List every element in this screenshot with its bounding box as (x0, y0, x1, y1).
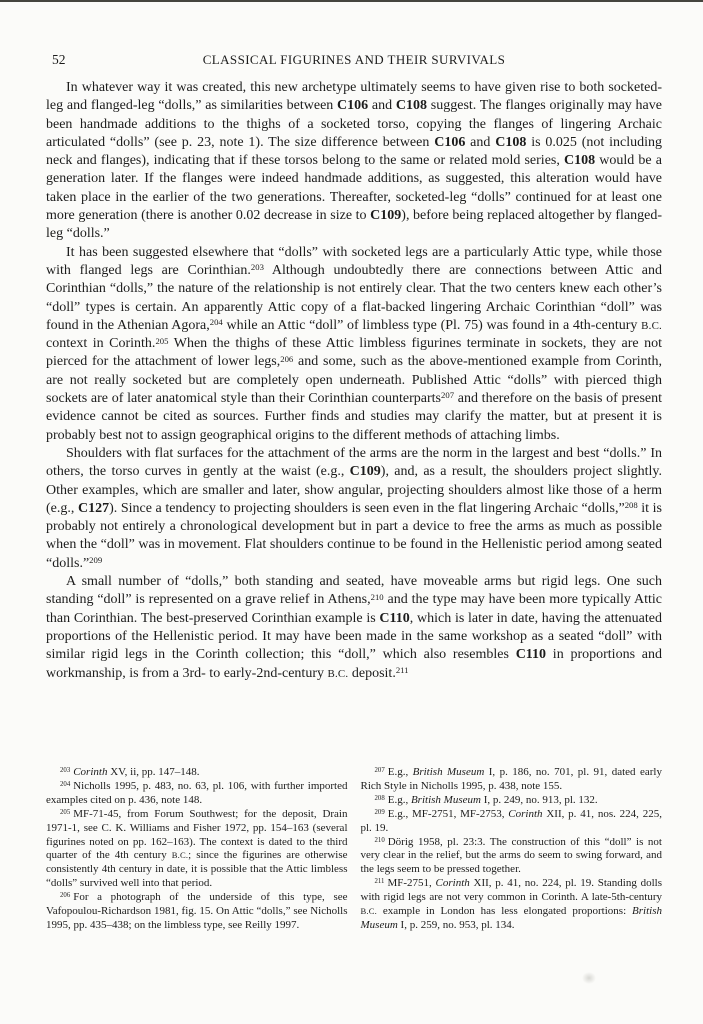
paragraph: Shoulders with flat surfaces for the attachment of the arms are the norm in the largest and best “dolls.” In others, the torso curves in gently at the waist (e.g., C109), and, as a result, the shoulders project slightly. Other examples, which are smaller and later, show angular, projecting shoulders almost like those of a herm (e.g., C127). Since a tendency to projecting shoulders is seen even in the flat lingering Archaic “dolls,”$^{208}$ it is probably not entirely a chronological development but in part a device to free the arms as much as possible when the “doll” was in movement. Flat shoulders continue to be found in the Hellenistic period among seated “dolls.”$^{209}$ (46, 445, 662, 571)
footnote: $^{204}$ Nicholls 1995, p. 483, no. 63, pl. 106, with further imported examples cited on p. 436, note 148. (46, 779, 348, 806)
page-number: 52 (52, 52, 66, 67)
footnote: $^{208}$ E.g., British Museum I, p. 249, no. 913, pl. 132. (374, 793, 598, 806)
paragraph: A small number of “dolls,” both standing and seated, have moveable arms but rigid legs. One such standing “doll” is represented on a grave relief in Athens,$^{210}$ and the type may have been more typically Attic than Corinthian. The best-preserved Corinthian example is C110, which is later in date, having the attenuated proportions of the Hellenistic period. It may have been made in the same workshop as a seated “doll” with similar rigid legs in the Corinth collection; this “doll,” which also resembles C110 in proportions and workmanship, is from a 3rd- to early-2nd-century B.C. deposit.$^{211}$ (46, 574, 663, 681)
scan-top-edge (0, 0, 703, 2)
footnote: $^{211}$ MF-2751, Corinth XII, p. 41, no. 224, pl. 19. Standing dolls with rigid legs are not very common in Corinth. A late-5th-century B.C. example in London has less elongated proportions: British Museum I, p. 259, no. 953, pl. 134. (360, 877, 662, 931)
footnote-number: 204 (60, 781, 71, 789)
footnote: $^{207}$ E.g., British Museum I, p. 186, no. 701, pl. 91, dated early Rich Style in Nicholls 1995, p. 438, note 155. (360, 766, 662, 792)
footnote-number: 203 (60, 767, 71, 775)
scan-smudge (582, 972, 596, 984)
footnote: $^{205}$ MF-71-45, from Forum Southwest; for the deposit, Drain 1971-1, see C. K. Williams and Fisher 1972, pp. 154–163 (several figurines noted on pp. 162–163). The context is dated to the third quarter of the 4th century B.C.; since the figurines are otherwise consistently 4th century in date, it is possible that the Attic limbless “dolls” survived well into that period. (46, 807, 348, 890)
footnote: $^{210}$ Dörig 1958, pl. 23:3. The construction of this “doll” is not very clear in the relief, but the arms do seem to swing forward, and the legs seem to be pressed together. (360, 835, 662, 876)
footnotes-right-column (361, 766, 663, 933)
footnote: $^{203}$ Corinth XV, ii, pp. 147–148. (60, 766, 200, 778)
page-header (46, 52, 662, 68)
footnote-number: 205 (60, 808, 71, 816)
footnote-number: 210 (374, 836, 385, 844)
footnote-number: 206 (60, 892, 71, 900)
footnote-number: 207 (374, 767, 385, 775)
paragraph: It has been suggested elsewhere that “dolls” with socketed legs are a particularly Attic type, while those with flanged legs are Corinthian.$^{203}$ Although undoubtedly there are connections between Attic and Corinthian “dolls,” the nature of the relationship is not entirely clear. That the two centers knew each other’s “doll” types is certain. An apparently Attic copy of a flat-backed lingering Archaic Corinthian “doll” was found in the Athenian Agora,$^{204}$ while an Attic “doll” of limbless type (Pl. 75) was found in a 4th-century B.C. context in Corinth.$^{205}$ When the thighs of these Attic limbless figurines terminate in sockets, they are not pierced for the attachment of lower legs,$^{206}$ and some, such as the above-mentioned example from Corinth, are not really socketed but are completely open underneath. Published Attic “dolls” with pierced thigh sockets are of later anatomical style than their Corinthian counterparts$^{207}$ and therefore on the basis of present evidence cannot be cited as sources. Further finds and studies may clarify the matter, but at present it is probably best not to assign geographical origins to the different methods of attaching limbs. (46, 244, 663, 443)
footnote: $^{206}$ For a photograph of the underside of this type, see Vafopoulou-Richardson 1981, fig. 15. On Attic “dolls,” see Nicholls 1995, pp. 435–438; on the limbless type, see Reilly 1997. (46, 891, 348, 931)
footnote-number: 209 (374, 808, 385, 816)
footnotes-left-column (46, 766, 348, 933)
footnote: $^{209}$ E.g., MF-2751, MF-2753, Corinth XII, p. 41, nos. 224, 225, pl. 19. (360, 807, 662, 834)
running-header-title: CLASSICAL FIGURINES AND THEIR SURVIVALS (202, 52, 506, 67)
footnote-number: 211 (374, 878, 385, 886)
body-text (46, 79, 662, 683)
paragraph: In whatever way it was created, this new archetype ultimately seems to have given rise to both socketed-leg and flanged-leg “dolls,” as similarities between C106 and C108 suggest. The flanges originally may have been handmade additions to the thighs of a socketed torso, copying the flanges of lingering Archaic articulated “dolls” (see p. 23, note 1). The size difference between C106 and C108 is 0.025 (not including neck and flanges), indicating that if these torsos belong to the same or related mold series, C108 would be a generation later. If the flanges were indeed handmade additions, as suggested, this alteration would have taken place in the earlier of the two generations. Thereafter, socketed-leg “dolls” continued for at least one more generation (there is another 0.02 decrease in size to C109), before being replaced altogether by flanged-leg “dolls.” (46, 80, 662, 242)
footnotes-section (46, 766, 662, 933)
footnote-number: 208 (374, 794, 385, 802)
